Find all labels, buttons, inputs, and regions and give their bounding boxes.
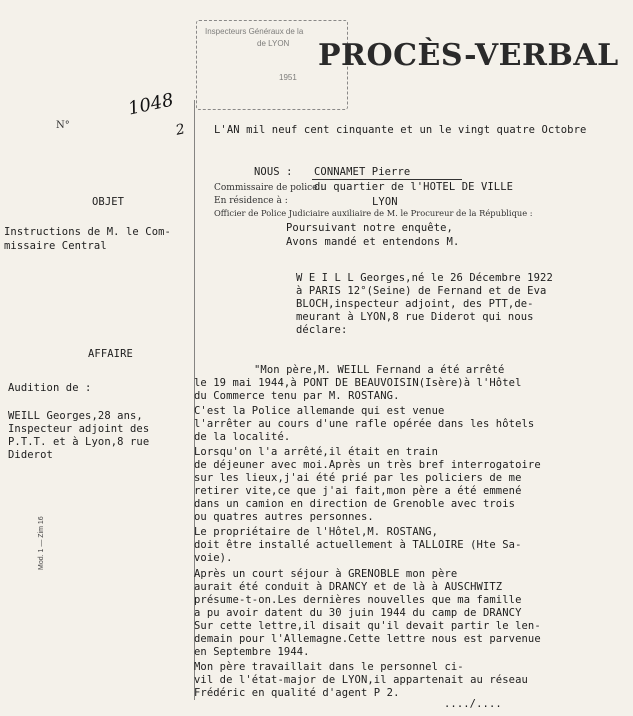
intro-line: Poursuivant notre enquête,: [286, 222, 453, 234]
statement-line: "Mon père,M. WEILL Fernand a été arrêté: [254, 364, 505, 376]
statement-line: retirer vite,ce que j'ai fait,mon père a été emmené: [194, 485, 522, 497]
audition-line: Inspecteur adjoint des: [8, 423, 150, 435]
statement-line: doit être installé actuellement à TALLOIRE (Hte Sa-: [194, 539, 522, 551]
handwritten-file-number: 1048: [126, 89, 176, 120]
objet-label: OBJET: [92, 196, 125, 208]
numero-label: N°: [56, 120, 70, 131]
handwritten-sub-number: 2: [174, 121, 187, 139]
residence-value: LYON: [372, 196, 398, 208]
objet-line: Instructions de M. le Com-: [4, 226, 171, 238]
statement-line: Le propriétaire de l'Hôtel,M. ROSTANG,: [194, 526, 439, 538]
statement-line: demain pour l'Allemagne.Cette lettre nous est parvenue: [194, 633, 541, 645]
commissaire-value: du quartier de l'HOTEL DE VILLE: [314, 181, 514, 193]
statement-line: de la localité.: [194, 431, 291, 443]
declarant-line: W E I L L Georges,né le 26 Décembre 1922: [296, 272, 553, 284]
declarant-line: déclare:: [296, 324, 348, 336]
stamp-line-2: de LYON: [257, 39, 290, 48]
statement-line: Après un court séjour à GRENOBLE mon père: [194, 568, 458, 580]
statement-line: dans un camion en direction de Grenoble avec trois: [194, 498, 516, 510]
nous-label: NOUS :: [254, 166, 293, 178]
officier-line: Officier de Police Judiciaire auxiliaire de M. le Procureur de la République :: [214, 208, 533, 218]
statement-line: l'arrêter au cours d'une rafle opérée dans les hôtels: [194, 418, 535, 430]
statement-line: de déjeuner avec moi.Après un très bref interrogatoire: [194, 459, 541, 471]
form-reference: Mod. 1 — Zim 16: [38, 516, 45, 570]
document-title: PROCÈS-VERBAL: [318, 38, 619, 73]
statement-line: en Septembre 1944.: [194, 646, 310, 658]
statement-line: voie).: [194, 552, 233, 564]
audition-label: Audition de :: [8, 382, 92, 394]
statement-line: a pu avoir datent du 30 juin 1944 du camp de DRANCY: [194, 607, 522, 619]
intro-line: Avons mandé et entendons M.: [286, 236, 460, 248]
audition-line: Diderot: [8, 449, 53, 461]
statement-line: vil de l'état-major de LYON,il appartenait au réseau: [194, 674, 528, 686]
statement-line: le 19 mai 1944,à PONT DE BEAUVOISIN(Isère)à l'Hôtel: [194, 377, 522, 389]
declarant-line: à PARIS 12°(Seine) de Fernand et de Eva: [296, 285, 547, 297]
stamp-line-1: Inspecteurs Généraux de la: [205, 27, 304, 36]
declarant-line: meurant à LYON,8 rue Diderot qui nous: [296, 311, 534, 323]
residence-label: En résidence à :: [214, 196, 288, 206]
affaire-label: AFFAIRE: [88, 348, 133, 360]
statement-line: Mon père travaillait dans le personnel ci-: [194, 661, 464, 673]
objet-line: missaire Central: [4, 240, 107, 252]
commissaire-label: Commissaire de police :: [214, 183, 324, 193]
statement-line: C'est la Police allemande qui est venue: [194, 405, 445, 417]
statement-line: aurait été conduit à DRANCY et de là à AUSCHWITZ: [194, 581, 503, 593]
officer-name-underline: [312, 179, 462, 180]
statement-line: sur les lieux,j'ai été prié par les policiers de me: [194, 472, 522, 484]
audition-line: P.T.T. et à Lyon,8 rue: [8, 436, 150, 448]
continuation-mark: ..../....: [444, 698, 502, 710]
statement-line: présume-t-on.Les dernières nouvelles que ma famille: [194, 594, 522, 606]
date-line: L'AN mil neuf cent cinquante et un le vingt quatre Octobre: [214, 124, 587, 136]
stamp-line-3: 1951: [279, 73, 297, 82]
statement-line: Lorsqu'on l'a arrêté,il était en train: [194, 446, 439, 458]
declarant-line: BLOCH,inspecteur adjoint, des PTT,de-: [296, 298, 534, 310]
statement-line: Sur cette lettre,il disait qu'il devait partir le len-: [194, 620, 541, 632]
statement-line: du Commerce tenu par M. ROSTANG.: [194, 390, 400, 402]
audition-line: WEILL Georges,28 ans,: [8, 410, 143, 422]
statement-line: Frédéric en qualité d'agent P 2.: [194, 687, 400, 699]
statement-line: ou quatres autres personnes.: [194, 511, 374, 523]
officer-name: CONNAMET Pierre: [314, 166, 411, 178]
